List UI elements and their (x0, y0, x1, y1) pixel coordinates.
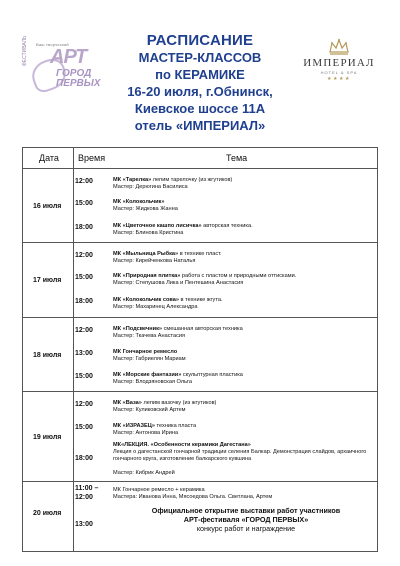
address: Киевское шоссе 11А (134, 101, 266, 116)
row-time: 18:00 (75, 224, 93, 231)
row-topic (113, 297, 375, 304)
art-festival-logo (22, 35, 102, 106)
row-master: Мастер: Влодзяновская Ольга (113, 379, 193, 385)
row-date: 20 июля (33, 510, 62, 517)
topic-bold: МК «Мыльница Рыбка» (113, 251, 179, 257)
topic-rest: в технике пласт. (178, 251, 222, 257)
row-topic (113, 423, 375, 430)
row-date: 17 июля (33, 277, 62, 284)
row-date: 18 июля (33, 352, 62, 359)
row-time: 11:00 – (75, 485, 99, 492)
row-master: Мастер: Блинова Кристина (113, 230, 184, 236)
art-logo-city (56, 69, 100, 89)
art-logo-city-line2: ПЕРВЫХ (56, 78, 101, 89)
topic-bold: МК Гончарное ремесло (113, 349, 178, 355)
topic-bold: МК «Природная плитка» (113, 273, 181, 279)
topic-rest: скульптурная пластика (181, 372, 243, 378)
topic-rest: смешанная авторская техника (162, 326, 243, 332)
row-time: 12:00 (75, 252, 93, 259)
topic-rest: авторская техника. (201, 223, 253, 229)
table-row (23, 481, 377, 551)
topic-rest: лепим вазочку (из жгутиков) (141, 400, 217, 406)
art-logo-city-line1: ГОРОД (56, 68, 92, 79)
topic-bold: МК «Цветочное кашпо лисичка» (113, 223, 202, 229)
table-row (23, 391, 377, 481)
row-topic (113, 442, 375, 449)
row-topic (113, 349, 375, 356)
topic-rest: работа с пластом и природными оттисками. (180, 273, 297, 279)
row-topic (113, 251, 375, 258)
column-header-theme: Тема (226, 153, 248, 163)
column-header-date: Дата (39, 153, 59, 163)
row-date: 16 июля (33, 203, 62, 210)
row-master: Мастер: Кирейченкова Наталья (113, 258, 196, 264)
row-topic (113, 372, 375, 379)
row-master: Мастер: Махаринец Александра (113, 304, 198, 310)
row-master: Мастер: Жидкова Жанна (113, 206, 178, 212)
page-title: РАСПИСАНИЕ (146, 32, 254, 49)
topic-rest: лепим тарелочку (из жгутиков) (151, 177, 233, 183)
row-time: 18:00 (75, 298, 93, 305)
row-master: Мастер: Антонова Ирина (113, 430, 179, 436)
hotel-name: ИМПЕРИАЛ (303, 57, 375, 69)
art-logo-festival: ФЕСТИВАЛЬ (22, 35, 28, 66)
row-time: 12:00 (75, 494, 93, 501)
subtitle-line2: по КЕРАМИКЕ (155, 67, 245, 82)
topic-bold: МК «Тарелка» (113, 177, 152, 183)
row-time: 12:00 (75, 178, 93, 185)
row-date: 19 июля (33, 434, 62, 441)
column-header-time: Время (78, 153, 106, 163)
topic-bold: МК «Колокольчик» (113, 199, 165, 205)
topic-bold: МК «Подсвечник» (113, 326, 163, 332)
row-master: Мастер: Габриелян Мариам (113, 356, 186, 362)
header (0, 0, 400, 140)
row-time: 18:00 (75, 455, 93, 462)
table-row (23, 317, 377, 391)
row-time: 15:00 (75, 200, 93, 207)
topic-bold: МК «Колокольчик сова» (113, 297, 179, 303)
topic-bold: МК «Морские фантазии» (113, 372, 182, 378)
schedule-table (22, 147, 378, 552)
row-time: 12:00 (75, 401, 93, 408)
row-topic (113, 177, 375, 184)
table-row (23, 168, 377, 242)
row-topic (113, 199, 375, 206)
row-time: 15:00 (75, 424, 93, 431)
row-master: Мастер: Ткачева Анастасия (113, 333, 186, 339)
hotel-line: отель «ИМПЕРИАЛ» (134, 118, 266, 133)
official-line3: конкурс работ и награждение (196, 524, 296, 533)
title-block (100, 32, 300, 134)
topic-bold: МК«ЛЕКЦИЯ. «Особенности керамики Дагестана» (113, 442, 251, 448)
row-lecture: Лекция о дагестанской гончарной традиции селения Балкар. Демонстрация слайдов, архаичного гончарного круга, изготовление балкарского кувшина (113, 449, 367, 462)
row-time: 13:00 (75, 350, 93, 357)
row-master: Мастера: Иванова Инна, Мясоедова Ольга. Светлана, Артем (113, 494, 273, 500)
topic-rest: в технике жгута. (179, 297, 223, 303)
art-logo-small-text: Ваш творческий (36, 42, 69, 47)
hotel-stars: ★★★★ (327, 76, 351, 82)
row-topic (113, 400, 375, 407)
row-time: 15:00 (75, 274, 93, 281)
subtitle-line1: МАСТЕР-КЛАССОВ (138, 50, 262, 65)
row-topic (113, 223, 375, 230)
row-time: 13:00 (75, 521, 93, 528)
row-master: Мастер: Степушова Лика и Пентешина Анастасия (113, 280, 244, 286)
crown-icon (328, 38, 350, 56)
topic-bold: МК «ИЗРАЗЕЦ» (113, 423, 155, 429)
row-master: Мастер: Куликовский Артем (113, 407, 186, 413)
table-header-row (23, 148, 377, 168)
hotel-logo (300, 38, 378, 100)
topic-rest: техника пласта (154, 423, 197, 429)
row-master: Мастер: Кибрик Андрей (113, 470, 175, 476)
hotel-sub: HOTEL & SPA (320, 70, 358, 75)
row-topic: МК Гончарное ремесло + керамика (113, 487, 205, 493)
table-row (23, 242, 377, 317)
row-topic (113, 326, 375, 333)
official-line1: Официальное открытие выставки работ участников (151, 506, 341, 515)
row-master: Мастер: Дерюгина Василиса (113, 184, 188, 190)
row-topic (113, 273, 375, 280)
dates-place: 16-20 июля, г.Обнинск, (127, 84, 273, 99)
row-time: 15:00 (75, 373, 93, 380)
row-time: 12:00 (75, 327, 93, 334)
official-line2: АРТ-фестиваля «ГОРОД ПЕРВЫХ» (183, 515, 309, 524)
topic-bold: МК «Ваза» (113, 400, 142, 406)
art-logo-art: АРТ (50, 46, 87, 68)
